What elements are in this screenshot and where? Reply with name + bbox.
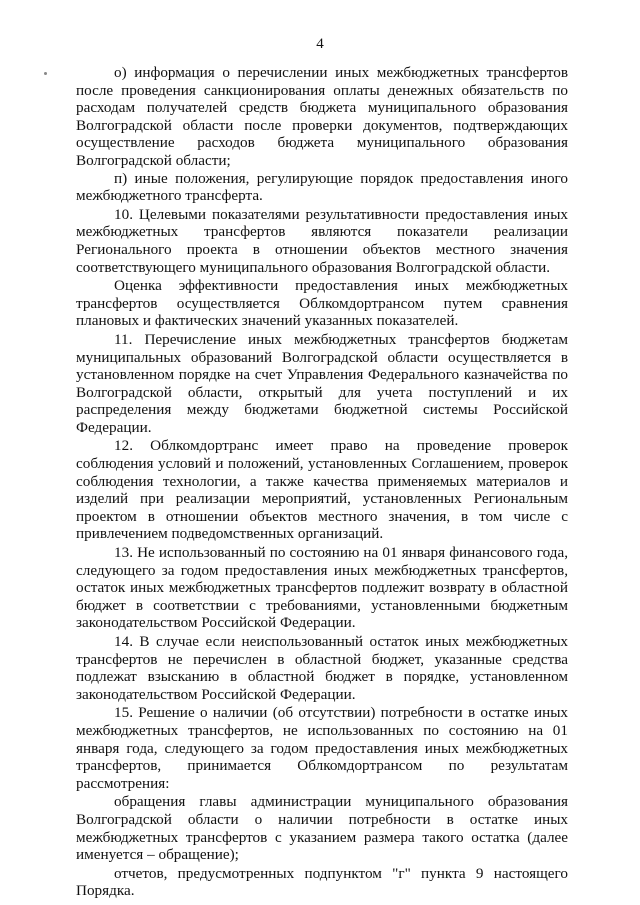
scan-dot [44,72,47,75]
paragraph-p: п) иные положения, регулирующие порядок предоставления иного межбюджетного трансферта. [76,169,568,205]
paragraph-15-reports: отчетов, предусмотренных подпунктом "г" пункта 9 настоящего Порядка. [76,864,568,900]
paragraph-10: 10. Целевыми показателями результативности предоставления иных межбюджетных трансфертов являются показатели реализации Регионального проекта в отношении объектов местного значения соответствующего муниципального образования Волгоградской области. [76,205,568,276]
document-body [76,64,568,900]
paragraph-13: 13. Не использованный по состоянию на 01 января финансового года, следующего за годом предоставления иных межбюджетных трансфертов, остаток иных межбюджетных трансфертов подлежит возврату в областной бюджет в соответствии с требованиями, установленными бюджетным законодательством Российской Федерации. [76,544,568,632]
paragraph-o: о) информация о перечислении иных межбюджетных трансфертов после проведения санкционирования оплаты денежных обязательств по расходам получателей средств бюджета муниципального образования Волгоградской области после проверки документов, подтверждающих осуществление расходов бюджета муниципального образования Волгоградской области; [76,64,568,169]
paragraph-15: 15. Решение о наличии (об отсутствии) потребности в остатке иных межбюджетных трансфертов, не использованных по состоянию на 01 января года, следующего за годом предоставления иных межбюджетных трансфертов, принимается Облкомдортрансом по результатам рассмотрения: [76,704,568,792]
paragraph-14: 14. В случае если неиспользованный остаток иных межбюджетных трансфертов не перечислен в областной бюджет, указанные средства подлежат взысканию в областной бюджет в порядке, установленном законодательством Российской Федерации. [76,633,568,703]
paragraph-10-evaluation: Оценка эффективности предоставления иных межбюджетных трансфертов осуществляется Облкомдортрансом путем сравнения плановых и фактических значений указанных показателей. [76,277,568,330]
paragraph-12: 12. Облкомдортранс имеет право на проведение проверок соблюдения условий и положений, установленных Соглашением, проверок соблюдения технологии, а также качества применяемых материалов и изделий при реализации мероприятий, установленных Региональным проектом в отношении объектов местного значения, в том числе с привлечением подведомственных организаций. [76,437,568,543]
paragraph-11: 11. Перечисление иных межбюджетных трансфертов бюджетам муниципальных образований Волгоградской области осуществляется в установленном порядке на счет Управления Федерального казначейства по Волгоградской области, открытый для учета поступлений и их распределения между бюджетами бюджетной системы Российской Федерации. [76,330,568,436]
paragraph-15-appeal: обращения главы администрации муниципального образования Волгоградской области о наличии потребности в остатке иных межбюджетных трансфертов с указанием размера такого остатка (далее именуется – обращение); [76,793,568,864]
page-number: 4 [316,36,324,52]
